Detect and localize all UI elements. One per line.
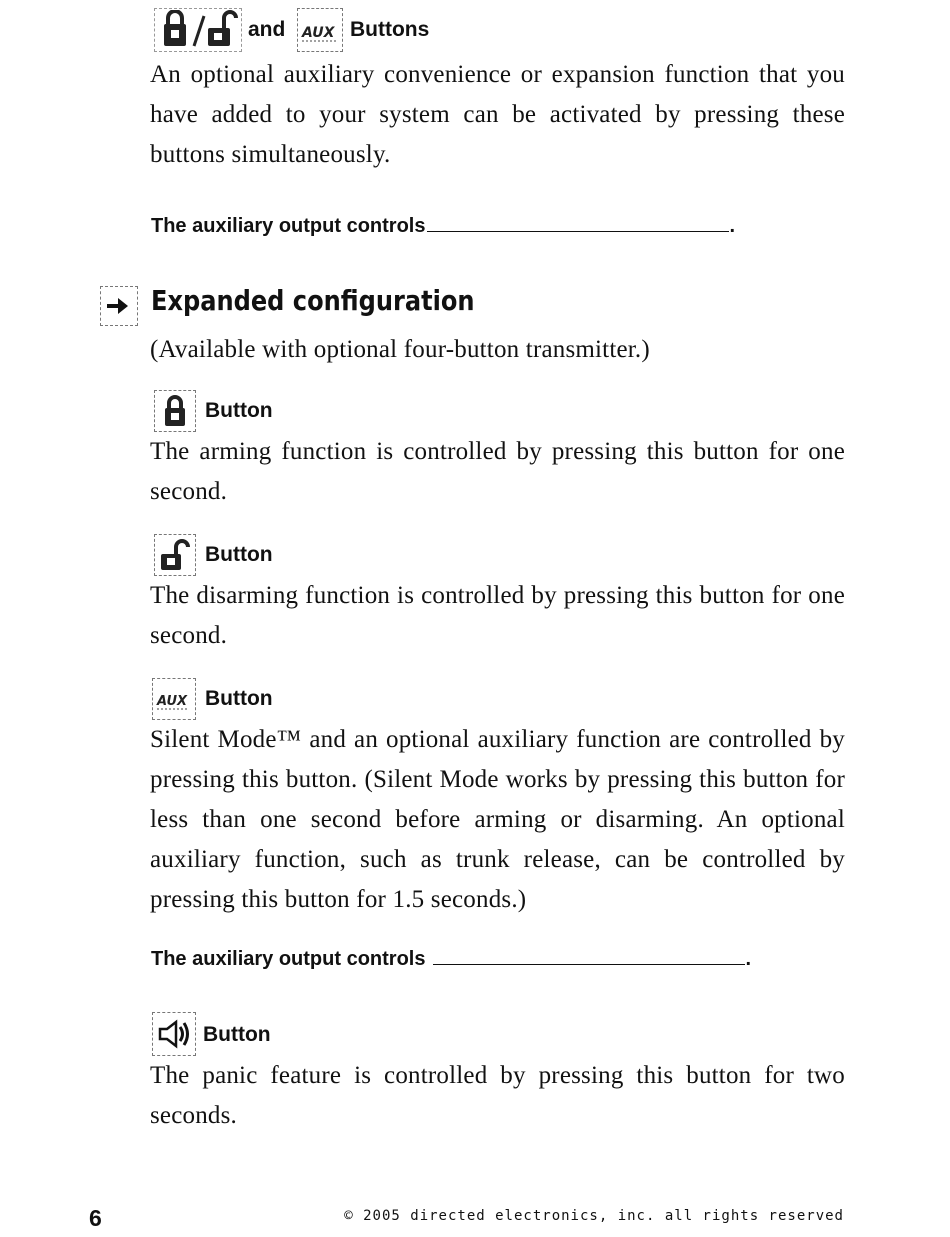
fill-in-line-1 bbox=[151, 215, 735, 238]
expanded-configuration-title: Expanded configuration bbox=[151, 284, 475, 317]
lock-open-icon bbox=[154, 534, 196, 576]
fill-in-blank-2[interactable] bbox=[433, 963, 745, 965]
svg-text:AUX: AUX bbox=[157, 694, 188, 709]
fill-in-period-2: . bbox=[745, 948, 752, 970]
aux-icon bbox=[297, 8, 343, 52]
fill-in-label-1: The auxiliary output controls bbox=[151, 215, 426, 237]
svg-text:AUX: AUX bbox=[302, 25, 335, 41]
panic-body-text: The panic feature is controlled by pressing this button for two seconds. bbox=[150, 1062, 845, 1129]
and-label: and bbox=[248, 18, 286, 41]
buttons-heading: Buttons bbox=[350, 18, 430, 41]
aux-body-text: Silent Mode™ and an optional auxiliary function are controlled by pressing this button. (Silent Mode works by pressing this button for less than one second before arming or disarming. An optional auxiliary function, such as trunk release, can be controlled by pressing this button for 1.5 seconds.) bbox=[150, 726, 845, 913]
fill-in-line-2 bbox=[151, 948, 751, 971]
expanded-subtitle: (Available with optional four-button transmitter.) bbox=[150, 336, 650, 363]
disarm-body-text: The disarming function is controlled by pressing this button for one second. bbox=[150, 582, 845, 649]
copyright: © 2005 directed electronics, inc. all rights reserved bbox=[344, 1208, 844, 1224]
arrow-right-icon bbox=[100, 286, 138, 326]
arm-disarm-icon bbox=[154, 8, 242, 52]
speaker-icon bbox=[152, 1012, 196, 1056]
disarm-button-label: Button bbox=[205, 543, 273, 566]
lock-closed-icon bbox=[154, 390, 196, 432]
panic-button-label: Button bbox=[203, 1023, 271, 1046]
fill-in-blank-1[interactable] bbox=[427, 230, 729, 232]
fill-in-period-1: . bbox=[729, 215, 736, 237]
aux-icon bbox=[152, 678, 196, 720]
top-body-text: An optional auxiliary convenience or expansion function that you have added to your system can be activated by pressing these buttons simultaneously. bbox=[150, 61, 845, 168]
arm-body-text: The arming function is controlled by pressing this button for one second. bbox=[150, 438, 845, 505]
aux-button-label: Button bbox=[205, 687, 273, 710]
fill-in-label-2: The auxiliary output controls bbox=[151, 948, 426, 970]
arm-button-label: Button bbox=[205, 399, 273, 422]
page-number: 6 bbox=[89, 1205, 102, 1231]
